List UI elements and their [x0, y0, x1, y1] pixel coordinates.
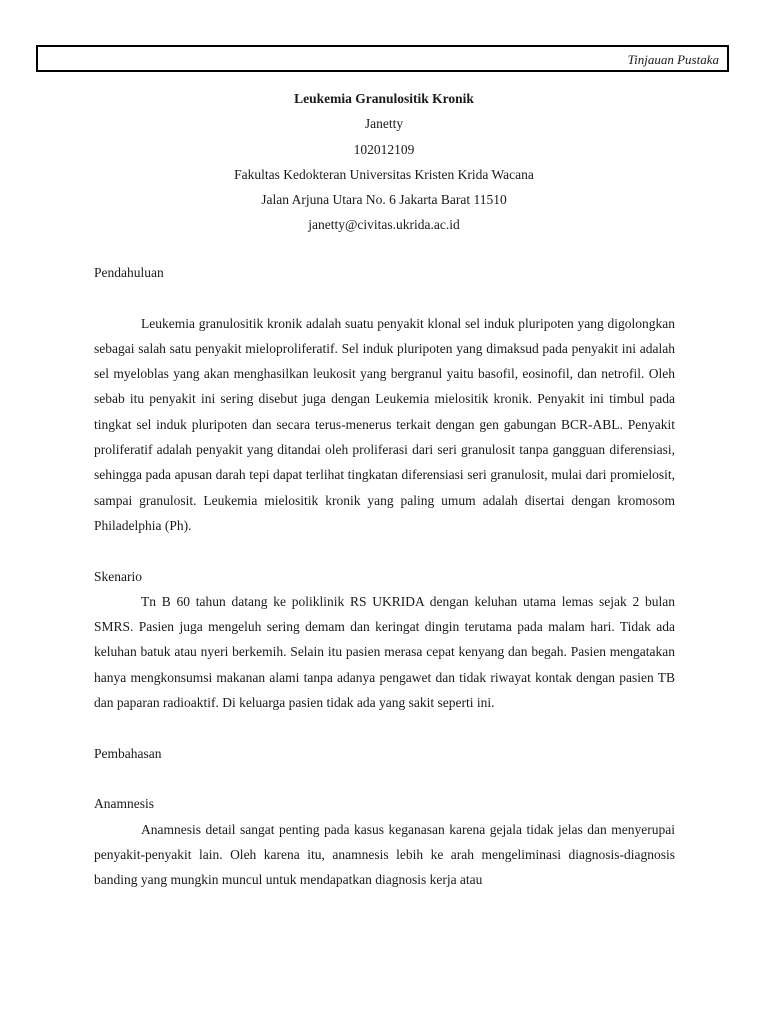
paragraph-skenario: Tn B 60 tahun datang ke poliklinik RS UKRIDA dengan keluhan utama lemas sejak 2 bulan SMRS. Pasien juga mengeluh sering demam dan keringat dingin terutama pada malam hari. Tidak ada keluhan batuk atau nyeri berkemih. Selain itu pasien merasa cepat kenyang dan begah. Pasien mengatakan hanya mengkonsumsi makanan alami tanpa adanya pengawet dan tidak riwayat kontak dengan pasien TB dan paparan radioaktif. Di keluarga pasien tidak ada yang sakit seperti ini. [94, 593, 675, 711]
spacer [94, 715, 675, 740]
institution: Fakultas Kedokteran Universitas Kristen Krida Wacana [234, 166, 534, 182]
email: janetty@civitas.ukrida.ac.id [308, 217, 460, 233]
section-heading-pembahasan: Pembahasan [94, 745, 162, 761]
section-heading-skenario: Skenario [94, 568, 142, 584]
paragraph-anamnesis: Anamnesis detail sangat penting pada kasus keganasan karena gejala tidak jelas dan menyerupai penyakit-penyakit lain. Oleh karena itu, anamnesis lebih ke arah mengeliminasi diagnosis-diagnosis banding yang mungkin muncul untuk mendapatkan diagnosis kerja atau [94, 821, 675, 888]
title-block [0, 86, 768, 238]
paper-title: Leukemia Granulositik Kronik [294, 91, 474, 106]
section-heading-pendahuluan: Pendahuluan [94, 265, 164, 280]
running-header-label: Tinjauan Pustaka [627, 52, 719, 67]
spacer [94, 285, 675, 310]
running-header-box [36, 45, 729, 72]
address: Jalan Arjuna Utara No. 6 Jakarta Barat 11510 [261, 192, 507, 208]
paragraph-pendahuluan: Leukemia granulositik kronik adalah suatu penyakit klonal sel induk pluripoten yang digolongkan sebagai salah satu penyakit mieloproliferatif. Sel induk pluripoten yang dimaksud pada penyakit ini adalah sel myeloblas yang akan menghasilkan leukosit yang bergranul yaitu basofil, eosinofil, dan netrofil. Oleh sebab itu penyakit ini sering disebut juga dengan Leukemia mielositik kronik. Penyakit ini timbul pada tingkat sel induk pluripoten dan secara terus-menerus terkait dengan gen gabungan BCR-ABL. Penyakit proliferatif adalah penyakit yang ditandai oleh proliferasi dari seri granulosit tanpa gangguan diferensiasi, sehingga pada apusan darah tepi dapat terlihat tingkatan diferensiasi seri granulosit, mulai dari promielosit, sampai granulosit. Leukemia mielositik kronik yang paling umum adalah disertai dengan kromosom Philadelphia (Ph). [94, 315, 675, 533]
section-heading-anamnesis: Anamnesis [94, 796, 154, 812]
spacer [94, 538, 675, 563]
student-id: 102012109 [353, 141, 415, 157]
spacer [94, 766, 675, 791]
author-name: Janetty [364, 116, 404, 132]
paper-body [94, 260, 675, 892]
